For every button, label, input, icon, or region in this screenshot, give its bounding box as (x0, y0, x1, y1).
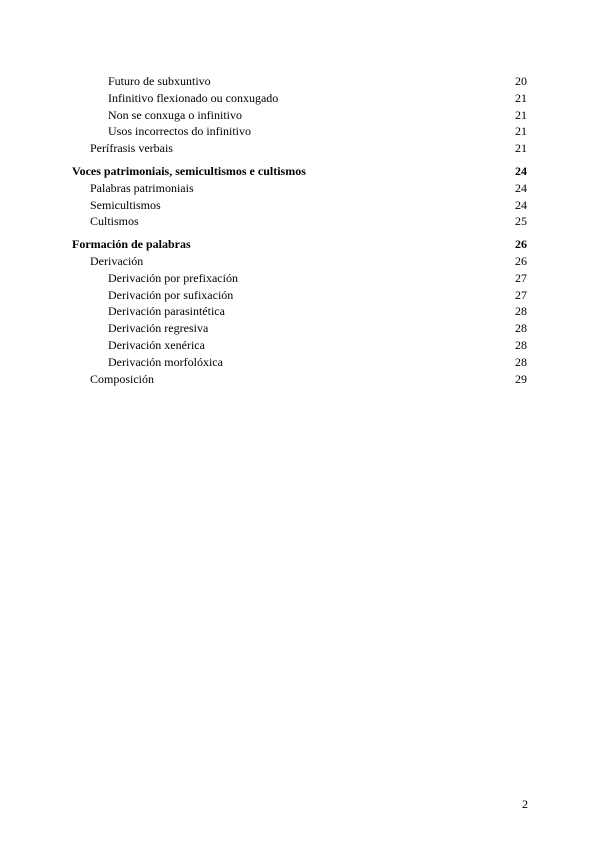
toc-entry-title: Usos incorrectos do infinitivo (108, 124, 251, 139)
toc-entry-page: 28 (515, 321, 527, 336)
toc-entry-page: 29 (515, 371, 527, 386)
toc-entry-page: 26 (515, 253, 527, 268)
toc-entry-page: 21 (515, 124, 527, 139)
toc-entry[interactable] (72, 354, 527, 371)
toc-entry-title: Infinitivo flexionado ou conxugado (108, 90, 279, 105)
toc-entry[interactable] (72, 180, 527, 197)
table-of-contents (72, 73, 527, 387)
toc-entry-page: 24 (515, 163, 527, 178)
toc-entry-page: 25 (515, 214, 527, 229)
toc-entry[interactable] (72, 107, 527, 124)
toc-entry-page: 28 (515, 337, 527, 352)
toc-entry-title: Perífrasis verbais (90, 141, 173, 156)
toc-entry[interactable] (72, 371, 527, 388)
toc-entry-title: Composición (90, 371, 155, 386)
toc-entry-title: Derivación regresiva (108, 321, 209, 336)
toc-entry-title: Non se conxuga o infinitivo (108, 107, 242, 122)
toc-entry-page: 24 (515, 197, 527, 212)
toc-entry[interactable] (72, 73, 527, 90)
toc-entry-title: Futuro de subxuntivo (108, 74, 211, 88)
toc-entry-title: Palabras patrimoniais (90, 180, 194, 195)
toc-entry[interactable] (72, 303, 527, 320)
toc-entry[interactable] (72, 90, 527, 107)
toc-entry[interactable] (72, 123, 527, 140)
toc-entry[interactable] (72, 197, 527, 214)
toc-entry-page: 26 (515, 237, 527, 252)
toc-entry[interactable] (72, 337, 527, 354)
toc-entry-page: 28 (515, 354, 527, 369)
toc-entry[interactable] (72, 213, 527, 230)
toc-entry-page: 24 (515, 180, 527, 195)
toc-entry[interactable] (72, 253, 527, 270)
toc-entry[interactable] (72, 320, 527, 337)
toc-entry-title: Derivación morfolóxica (108, 354, 223, 369)
toc-entry-title: Voces patrimoniais, semicultismos e cultismos (72, 163, 306, 178)
toc-entry-page: 21 (515, 141, 527, 156)
toc-entry[interactable] (72, 140, 527, 157)
toc-entry-title: Derivación por sufixación (108, 287, 234, 302)
toc-entry-page: 27 (515, 287, 527, 302)
toc-entry-title: Semicultismos (90, 197, 161, 212)
toc-section-heading[interactable] (72, 163, 527, 180)
toc-entry-title: Derivación xenérica (108, 337, 205, 352)
toc-entry-page: 27 (515, 270, 527, 285)
toc-entry-page: 20 (515, 74, 527, 88)
toc-entry-title: Derivación por prefixación (108, 270, 238, 285)
toc-entry-title: Derivación (90, 253, 144, 268)
toc-section-heading[interactable] (72, 236, 527, 253)
toc-entry-title: Derivación parasintética (108, 304, 225, 319)
toc-entry-page: 21 (515, 90, 527, 105)
toc-entry-page: 21 (515, 107, 527, 122)
toc-entry-page: 28 (515, 304, 527, 319)
page-number: 2 (522, 797, 528, 811)
toc-entry[interactable] (72, 270, 527, 287)
toc-entry[interactable] (72, 287, 527, 304)
toc-entry-title: Cultismos (90, 214, 139, 229)
toc-entry-title: Formación de palabras (72, 237, 191, 252)
